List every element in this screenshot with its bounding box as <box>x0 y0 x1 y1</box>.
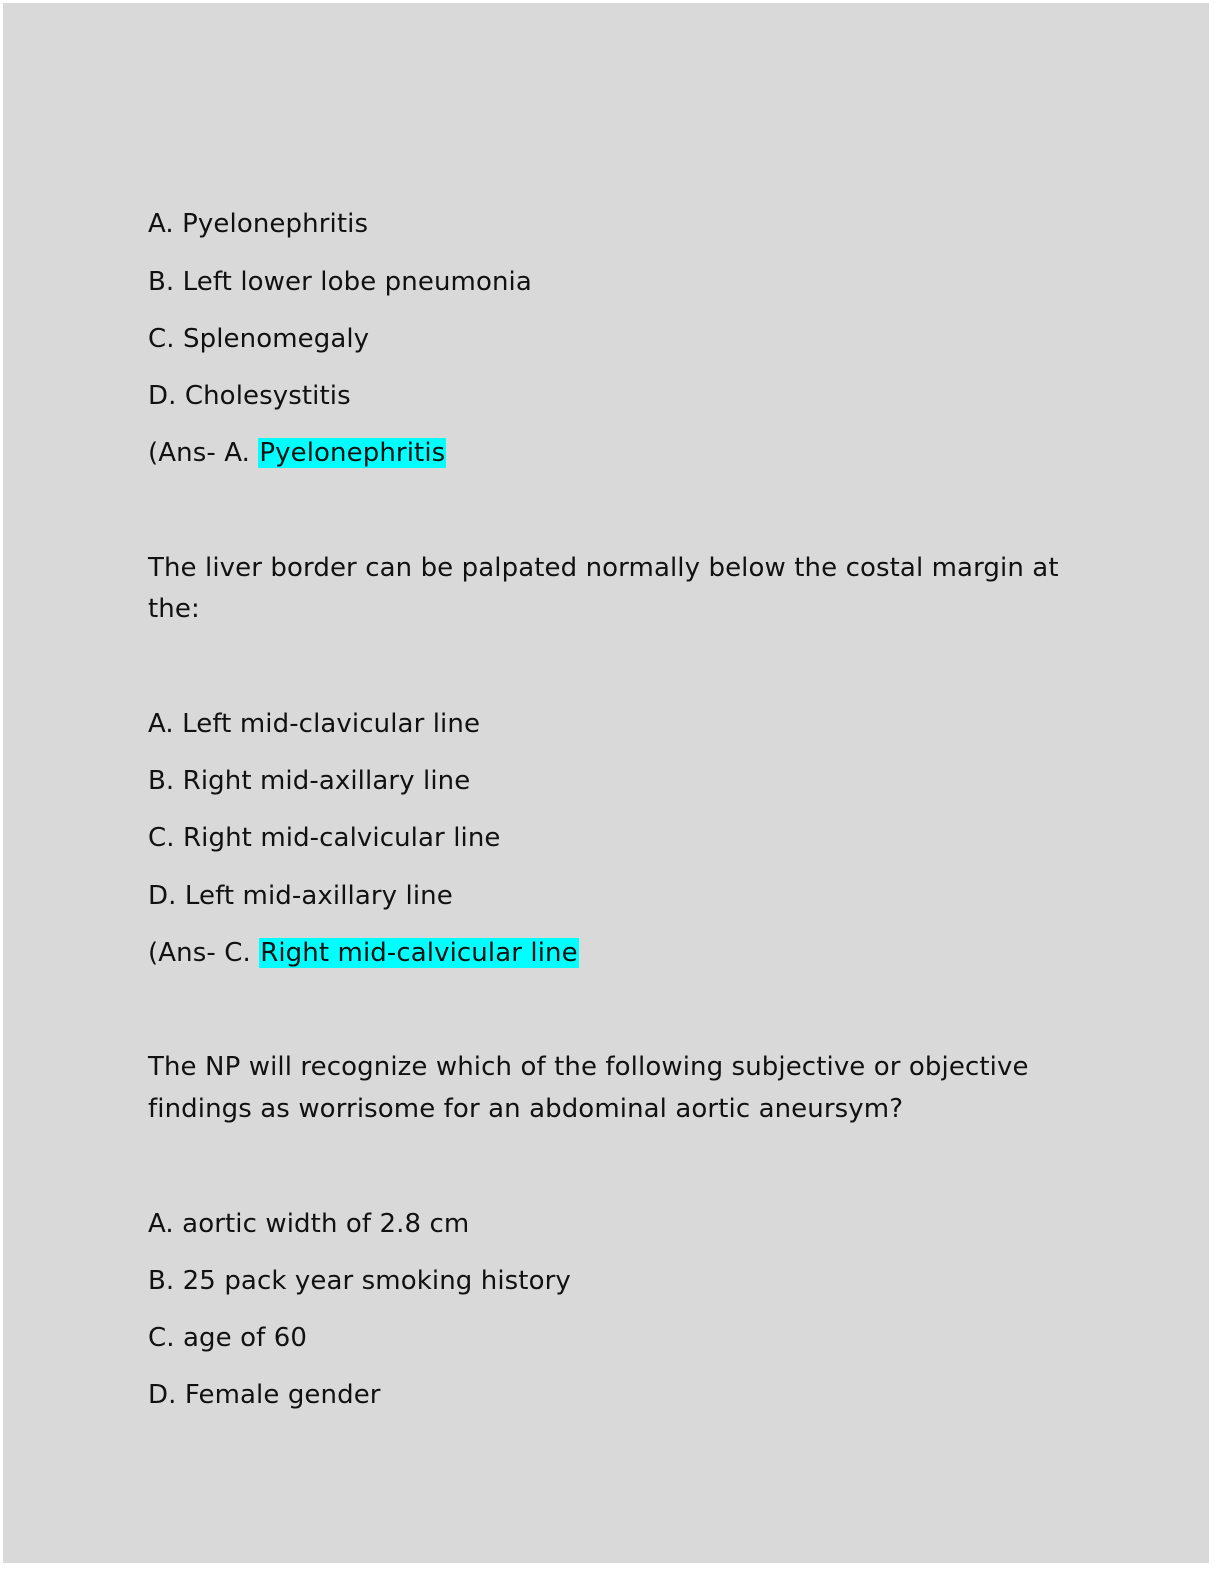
q1-option-b: B. Left lower lobe pneumonia <box>148 267 532 297</box>
q3-option-c: C. age of 60 <box>148 1323 307 1353</box>
q1-answer <box>148 433 446 474</box>
q2-option-d: D. Left mid-axillary line <box>148 881 453 911</box>
q3-question-line-1: The NP will recognize which of the following subjective or objective <box>148 1052 1029 1082</box>
q3-option-d: D. Female gender <box>148 1380 381 1410</box>
q2-answer-prefix: (Ans- C. <box>148 938 260 968</box>
q1-option-c: C. Splenomegaly <box>148 324 370 354</box>
q1-answer-highlight: Pyelonephritis <box>259 438 446 468</box>
q1-answer-prefix: (Ans- A. <box>148 438 259 468</box>
q2-answer <box>148 933 579 974</box>
q2-option-b: B. Right mid-axillary line <box>148 766 471 796</box>
q1-option-a: A. Pyelonephritis <box>148 209 369 239</box>
q3-question-line-2: findings as worrisome for an abdominal aortic aneursym? <box>148 1094 904 1124</box>
q3-option-a: A. aortic width of 2.8 cm <box>148 1209 470 1239</box>
q3-option-b: B. 25 pack year smoking history <box>148 1266 571 1296</box>
document-page <box>3 3 1209 1563</box>
q2-answer-highlight: Right mid-calvicular line <box>260 938 578 968</box>
q2-option-c: C. Right mid-calvicular line <box>148 823 501 853</box>
q1-option-d: D. Cholesystitis <box>148 381 351 411</box>
q2-question-line-2: the: <box>148 594 200 624</box>
q2-option-a: A. Left mid-clavicular line <box>148 709 481 739</box>
q2-question-line-1: The liver border can be palpated normally below the costal margin at <box>148 553 1059 583</box>
